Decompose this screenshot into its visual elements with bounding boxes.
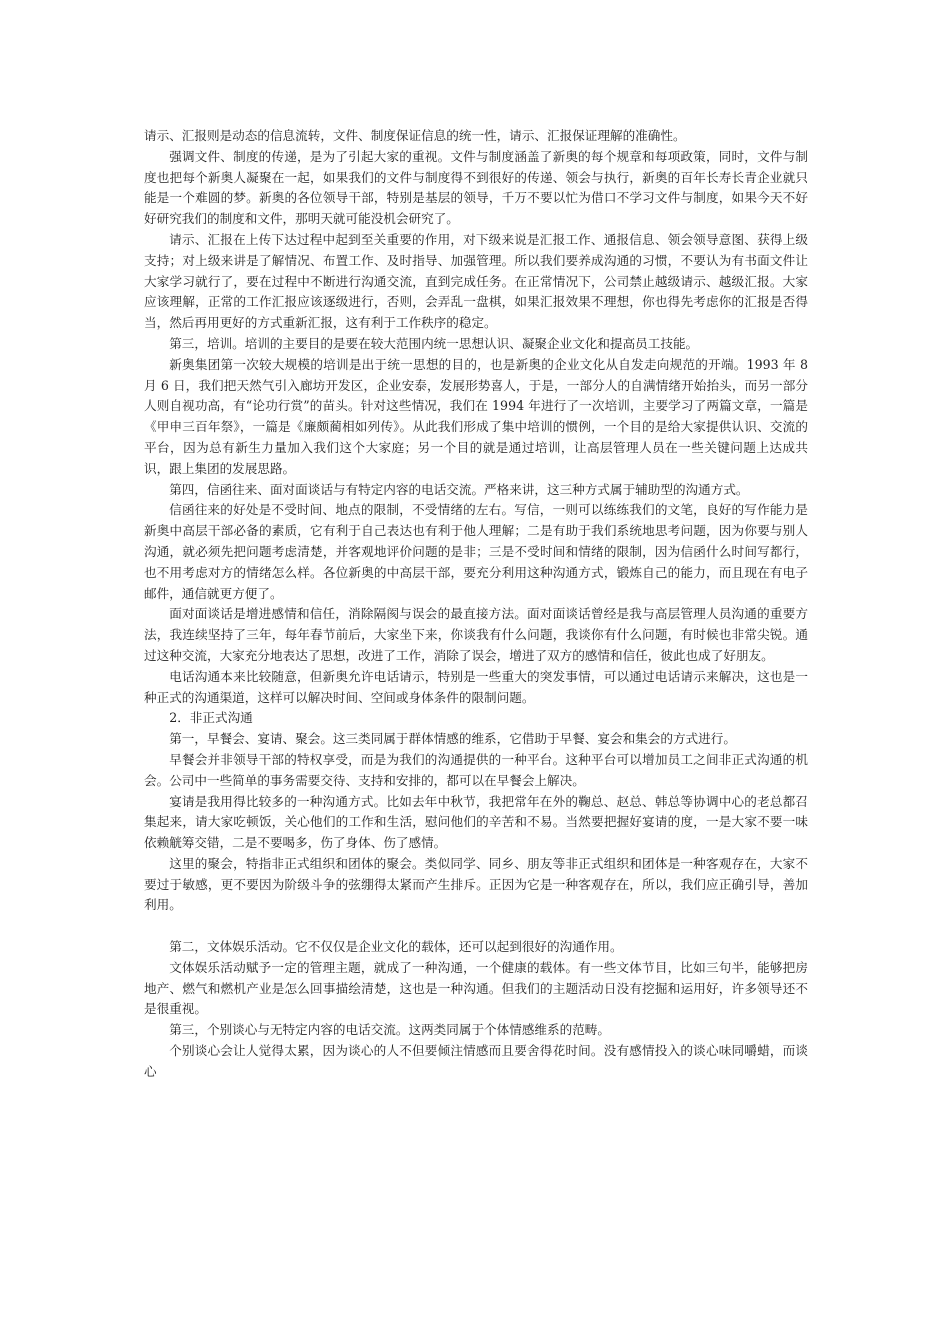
paragraph-17: 第三，个别谈心与无特定内容的电话交流。这两类同属于个体情感维系的范畴。 bbox=[169, 1022, 610, 1038]
paragraph-5: 新奥集团第一次较大规模的培训是出于统一思想的目的，也是新奥的企业文化从自发走向规范的开端。1993 年 8 月 6 日，我们把天然气引入廊坊开发区，企业安泰，发展形势喜人，于是，一部分人的自满情绪开始抬头，而另一部分人则自视功高，有“论功行赏”的苗头。针对这些情况，我们在 1994 年进行了一次培训，主要学习了两篇文章，一篇是《甲申三百年祭》，一篇是《廉颇蔺相如列传》。从此我们形成了集中培训的惯例，一个目的是给大家提供认识、交流的平台，因为总有新生力量加入我们这个大家庭；另一个目的就是通过培训，让高层管理人员在一些关键问题上达成共识，跟上集团的发展思路。 bbox=[144, 356, 808, 476]
paragraph-13: 宴请是我用得比较多的一种沟通方式。比如去年中秋节，我把常年在外的鞠总、赵总、韩总等协调中心的老总都召集起来，请大家吃顿饭，关心他们的工作和生活，慰问他们的辛苦和不易。当然要把握好宴请的度，一是大家不要一味依赖觥筹交错，二是不要喝多，伤了身体、伤了感情。 bbox=[144, 793, 808, 851]
paragraph-8: 面对面谈话是增进感情和信任，消除隔阂与误会的最直接方法。面对面谈话曾经是我与高层管理人员沟通的重要方法，我连续坚持了三年，每年春节前后，大家坐下来，你谈我有什么问题，我谈你有什么问题，有时候也非常尖锐。通过这种交流，大家充分地表达了思想，改进了工作，消除了误会，增进了双方的感情和信任，彼此也成了好朋友。 bbox=[144, 606, 808, 663]
document-body bbox=[144, 126, 808, 1083]
paragraph-9: 电话沟通本来比较随意，但新奥允许电话请示，特别是一些重大的突发事情，可以通过电话请示来解决，这也是一种正式的沟通渠道，这样可以解决时间、空间或身体条件的限制问题。 bbox=[144, 668, 808, 705]
paragraph-4: 第三，培训。培训的主要目的是要在较大范围内统一思想认识、凝聚企业文化和提高员工技能。 bbox=[169, 335, 699, 351]
paragraph-1: 请示、汇报则是动态的信息流转，文件、制度保证信息的统一性，请示、汇报保证理解的准确性。 bbox=[144, 128, 686, 143]
paragraph-14: 这里的聚会，特指非正式组织和团体的聚会。类似同学、同乡、朋友等非正式组织和团体是一种客观存在，大家不要过于敏感，更不要因为阶级斗争的弦绷得太紧而产生排斥。正因为它是一种客观存在，所以，我们应正确引导，善加利用。 bbox=[144, 855, 808, 913]
paragraph-7: 信函往来的好处是不受时间、地点的限制，不受情绪的左右。写信，一则可以练练我们的文笔，良好的写作能力是新奥中高层干部必备的素质，它有利于自己表达也有利于他人理解；二是有助于我们系统地思考问题，因为你要与别人沟通，就必须先把问题考虑清楚，并客观地评价问题的是非；三是不受时间和情绪的限制，因为信函什么时间写都行，也不用考虑对方的情绪怎么样。各位新奥的中高层干部，要充分利用这种沟通方式，锻炼自己的能力，而且现在有电子邮件，通信就更方便了。 bbox=[144, 502, 808, 601]
paragraph-18: 个别谈心会让人觉得太累，因为谈心的人不但要倾注情感而且要舍得花时间。没有感情投入的谈心味同嚼蜡，而谈心 bbox=[144, 1043, 808, 1079]
section-heading-informal: 2．非正式沟通 bbox=[169, 710, 253, 726]
paragraph-2: 强调文件、制度的传递，是为了引起大家的重视。文件与制度涵盖了新奥的每个规章和每项政策，同时，文件与制度也把每个新奥人凝聚在一起，如果我们的文件与制度得不到很好的传递、领会与执行，新奥的百年长寿长青企业就只能是一个难圆的梦。新奥的各位领导干部，特别是基层的领导，千万不要以忙为借口不学习文件与制度，如果今天不好好研究我们的制度和文件，那明天就可能没机会研究了。 bbox=[144, 148, 808, 227]
paragraph-3: 请示、汇报在上传下达过程中起到至关重要的作用，对下级来说是汇报工作、通报信息、领会领导意图、获得上级支持；对上级来讲是了解情况、布置工作、及时指导、加强管理。所以我们要养成沟通的习惯，不要认为有书面文件让大家学习就行了，要在过程中不断进行沟通交流，直到完成任务。在正常情况下，公司禁止越级请示、越级汇报。大家应该理解，正常的工作汇报应该逐级进行，否则，会弄乱一盘棋，如果汇报效果不理想，你也得先考虑你的汇报是否得当，然后再用更好的方式重新汇报，这有利于工作秩序的稳定。 bbox=[144, 231, 808, 331]
paragraph-6: 第四，信函往来、面对面谈话与有特定内容的电话交流。严格来讲，这三种方式属于辅助型的沟通方式。 bbox=[169, 481, 749, 497]
paragraph-12: 早餐会并非领导干部的特权享受，而是为我们的沟通提供的一种平台。这种平台可以增加员工之间非正式沟通的机会。公司中一些简单的事务需要交待、支持和安排的，都可以在早餐会上解决。 bbox=[144, 751, 808, 788]
paragraph-15: 第二，文体娱乐活动。它不仅仅是企业文化的载体，还可以起到很好的沟通作用。 bbox=[169, 939, 623, 955]
paragraph-11: 第一，早餐会、宴请、聚会。这三类同属于群体情感的维系，它借助于早餐、宴会和集会的方式进行。 bbox=[169, 731, 736, 747]
paragraph-16: 文体娱乐活动赋予一定的管理主题，就成了一种沟通，一个健康的载体。有一些文体节目，比如三句半，能够把房地产、燃气和燃机产业是怎么回事描绘清楚，这也是一种沟通。但我们的主题活动日没有挖掘和运用好，许多领导还不是很重视。 bbox=[144, 959, 808, 1017]
